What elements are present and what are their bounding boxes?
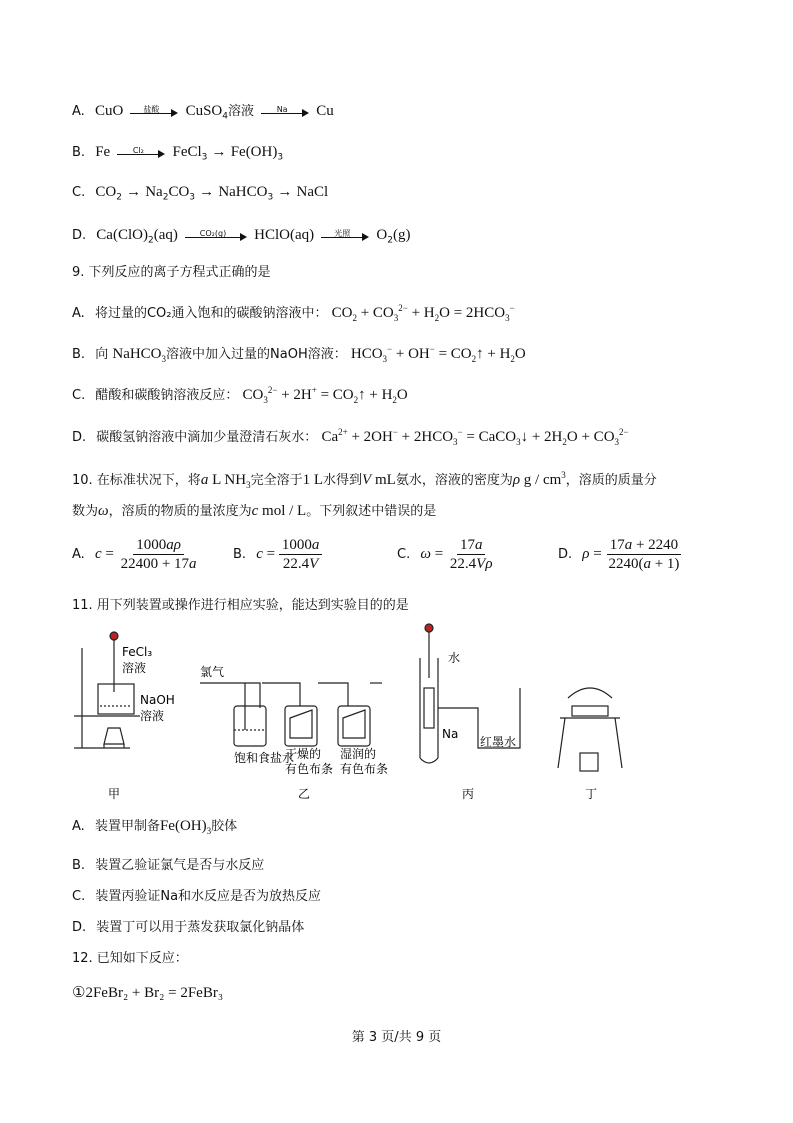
label-fecl3: FeCl₃: [122, 645, 153, 659]
label-jia: 甲: [108, 787, 121, 801]
label-naoh: NaOH: [140, 693, 175, 707]
q9-option-c: C. 醋酸和碳酸钠溶液反应： $CO_3^{2-} + 2H^+$ = $CO_2↑ + H_2O$: [72, 385, 408, 405]
label-rongye1: 溶液: [122, 661, 147, 675]
q11-option-d: D. 装置丁可以用于蒸发获取氯化钠晶体: [72, 920, 305, 935]
q8-option-a: A. CuO 盐酸 CuSO$_4$溶液 Na Cu: [72, 103, 334, 122]
q9-option-b: B. 向 NaHCO$_3$溶液中加入过量的NaOH溶液： $HCO_3^- + OH^-$ = $CO_2↑ + H_2O$: [72, 344, 526, 364]
reaction-arrow: 光照: [321, 229, 369, 243]
q9-option-a: A. 将过量的CO₂通入饱和的碳酸钠溶液中： $CO_2 + CO_3^{2-} + H_2O = 2HCO_3^-$: [72, 303, 515, 323]
label-rongye2: 溶液: [140, 709, 165, 723]
q11-option-b: B. 装置乙验证氯气是否与水反应: [72, 858, 265, 873]
label-shirun: 湿润的: [340, 747, 377, 761]
q10-stem-line1: 10. 在标准状况下，将a L $NH_3$完全溶于1 L水得到V mL氨水，溶液的密度为ρ g / $cm^3$，溶质的质量分: [72, 470, 657, 490]
q11-option-c: C. 装置丙验证Na和水反应是否为放热反应: [72, 889, 322, 904]
q10-option-a: A. c = $\frac{1000a\rho}{22400 + 17a}$: [72, 537, 197, 572]
label-ding: 丁: [585, 787, 598, 801]
label-na: Na: [442, 727, 459, 741]
label-hongmo: 红墨水: [480, 735, 517, 749]
label-ganzao: 干燥的: [285, 747, 322, 761]
q10-option-b: B. c = $\frac{1000a}{22.4V}$: [233, 536, 322, 573]
label-yi: 乙: [298, 787, 311, 801]
label-lvqi: 氯气: [200, 665, 225, 679]
q9-option-d: D. 碳酸氢钠溶液中滴加少量澄清石灰水： $Ca^{2+} + 2OH^- + 2HCO_3^-$ = CaCO$_3$↓ + $2H_2O + CO_3^{2-}$: [72, 427, 629, 447]
reaction-arrow: CO₂(g): [185, 229, 247, 243]
label-bing: 丙: [462, 787, 475, 801]
q11-option-a: A. 装置甲制备$Fe(OH)_3$胶体: [72, 818, 238, 836]
q10-stem-line2: 数为ω，溶质的物质的量浓度为c mol / L。下列叙述中错误的是: [72, 503, 437, 519]
page-footer: 第 3 页/共 9 页: [351, 1030, 442, 1045]
q8-option-c: C. $CO_2 \to Na_2CO_3$ → NaHCO$_3$ → NaCl: [72, 184, 329, 203]
q10-option-d: D. ρ = $\frac{17a + 2240}{2240(a + 1)}$: [558, 537, 680, 572]
q11-apparatus-figure: [0, 618, 793, 808]
label-baohe: 饱和食盐水: [234, 751, 295, 765]
q11-stem: 11. 用下列装置或操作进行相应实验，能达到实验目的的是: [72, 598, 409, 613]
q10-option-c: C. ω = $\frac{17a}{22.4V\rho}$: [397, 537, 493, 572]
reaction-arrow: Cl₂: [117, 146, 165, 160]
reaction-arrow: 盐酸: [130, 105, 178, 119]
reaction-arrow: Na: [261, 105, 309, 119]
label-youse1: 有色布条: [285, 762, 334, 776]
label-youse2: 有色布条: [340, 762, 389, 776]
label-shui: 水: [448, 651, 461, 665]
q9-stem: 9. 下列反应的离子方程式正确的是: [72, 265, 271, 280]
q8-option-b: B. Fe Cl₂ FeCl$_3$ → $Fe(OH)_3$: [72, 144, 284, 163]
q12-stem: 12. 已知如下反应：: [72, 951, 188, 966]
q12-eq1: ①2FeBr₂ + Br₂ = 2FeBr₃: [72, 985, 224, 1001]
q8-option-d: D. $Ca(ClO)_2(aq)$ CO₂(g) HClO(aq) 光照 $O_2(g)$: [72, 227, 411, 246]
